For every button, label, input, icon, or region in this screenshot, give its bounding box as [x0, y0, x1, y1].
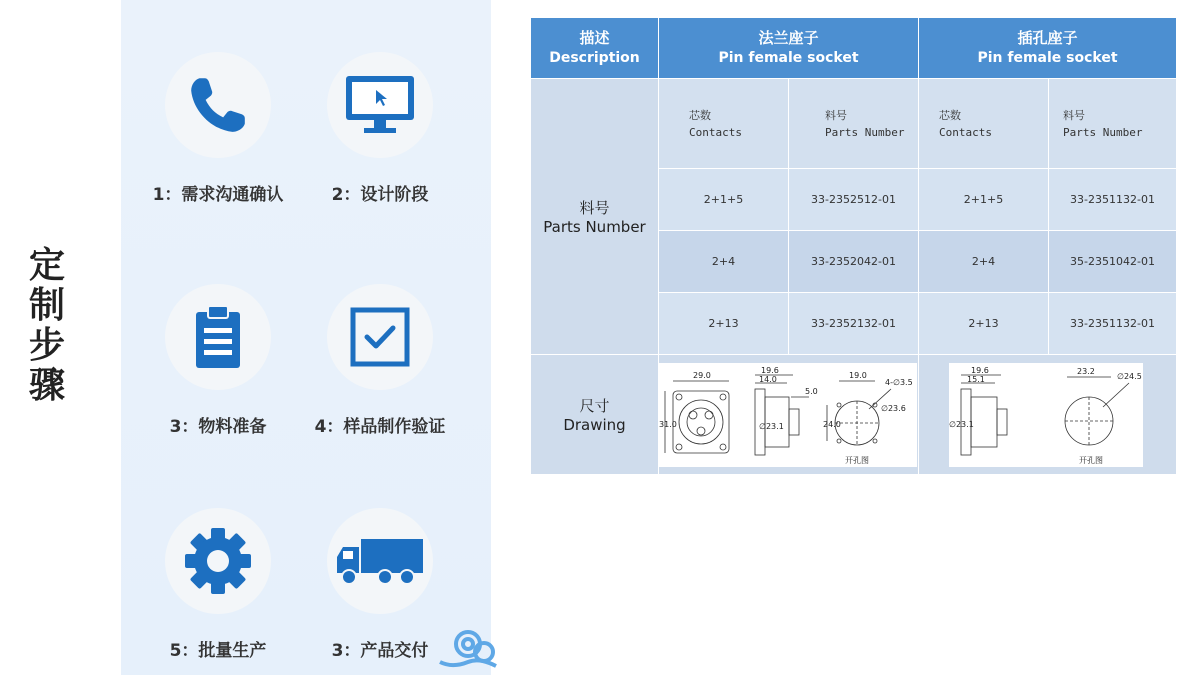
jack-socket-drawing-cell [919, 355, 1177, 475]
step-icon-circle [327, 284, 433, 390]
step-label: 2：设计阶段 [331, 185, 429, 205]
dimension-label: 4-∅3.5 [885, 377, 913, 387]
table-header-row [531, 18, 1177, 79]
jack-socket-drawing [949, 363, 1143, 467]
part-number-cell: 33-2351132-01 [1049, 169, 1177, 231]
truck-icon [335, 535, 425, 587]
contacts-cell: 2+1+5 [659, 169, 789, 231]
step-label: 5：批量生产 [169, 641, 267, 661]
header-description: 描述 Description [531, 18, 659, 79]
subheader-parts-number: 料号 Parts Number [1049, 79, 1177, 169]
spec-table [530, 17, 1177, 475]
flange-socket-drawing [659, 363, 917, 467]
dimension-label: ∅23.1 [949, 419, 974, 429]
subheader-parts-number: 料号 Parts Number [789, 79, 919, 169]
step-icon-circle [165, 508, 271, 614]
dimension-label: ∅24.5 [1117, 371, 1142, 381]
step-icon-circle [327, 508, 433, 614]
row-label-parts-number: 料号 Parts Number [531, 79, 659, 355]
step-label: 3：物料准备 [169, 417, 267, 437]
header-jack-socket: 插孔座子 Pin female socket [919, 18, 1177, 79]
contacts-cell: 2+13 [659, 293, 789, 355]
dimension-label: 5.0 [805, 386, 818, 396]
dimension-label: 14.0 [759, 374, 777, 384]
drawing-caption: 开孔图 [845, 455, 869, 465]
drawing-row [531, 355, 1177, 475]
title-char: 骤 [28, 365, 65, 406]
contacts-cell: 2+1+5 [919, 169, 1049, 231]
dimension-label: 19.0 [849, 370, 867, 380]
part-number-cell: 33-2351132-01 [1049, 293, 1177, 355]
checkbox-icon [349, 306, 411, 368]
step-icon-circle [165, 284, 271, 390]
dimension-label: ∅23.1 [759, 421, 784, 431]
monitor-cursor-icon [344, 72, 416, 138]
contacts-cell: 2+4 [919, 231, 1049, 293]
steps-panel [121, 0, 491, 675]
flange-socket-drawing-cell [659, 355, 919, 475]
phone-icon [185, 72, 251, 138]
part-number-cell: 33-2352132-01 [789, 293, 919, 355]
table-subheader-row [531, 79, 1177, 169]
dimension-label: 24.0 [823, 419, 841, 429]
dimension-label: ∅23.6 [881, 403, 906, 413]
cloud-decoration-icon [438, 622, 498, 672]
header-flange-socket: 法兰座子 Pin female socket [659, 18, 919, 79]
dimension-label: 15.1 [967, 374, 985, 384]
dimension-label: 19.6 [761, 365, 779, 375]
step-item [285, 284, 475, 437]
dimension-label: 19.6 [971, 365, 989, 375]
title-char: 步 [28, 325, 65, 366]
step-label: 3：产品交付 [331, 641, 429, 661]
contacts-cell: 2+4 [659, 231, 789, 293]
part-number-cell: 35-2351042-01 [1049, 231, 1177, 293]
page-side-title [22, 246, 72, 406]
dimension-label: 31.0 [659, 419, 677, 429]
part-number-cell: 33-2352512-01 [789, 169, 919, 231]
subheader-contacts: 芯数 Contacts [659, 79, 789, 169]
dimension-label: 29.0 [693, 370, 711, 380]
step-icon-circle [327, 52, 433, 158]
subheader-contacts: 芯数 Contacts [919, 79, 1049, 169]
part-number-cell: 33-2352042-01 [789, 231, 919, 293]
drawing-caption: 开孔图 [1079, 455, 1103, 465]
step-label: 1：需求沟通确认 [152, 185, 284, 205]
clipboard-icon [190, 304, 246, 370]
step-icon-circle [165, 52, 271, 158]
step-label: 4：样品制作验证 [314, 417, 446, 437]
dimension-label: 23.2 [1077, 366, 1095, 376]
title-char: 制 [28, 285, 65, 326]
gear-icon [182, 525, 254, 597]
title-char: 定 [28, 245, 65, 286]
step-item [285, 52, 475, 205]
row-label-drawing: 尺寸 Drawing [531, 355, 659, 475]
contacts-cell: 2+13 [919, 293, 1049, 355]
